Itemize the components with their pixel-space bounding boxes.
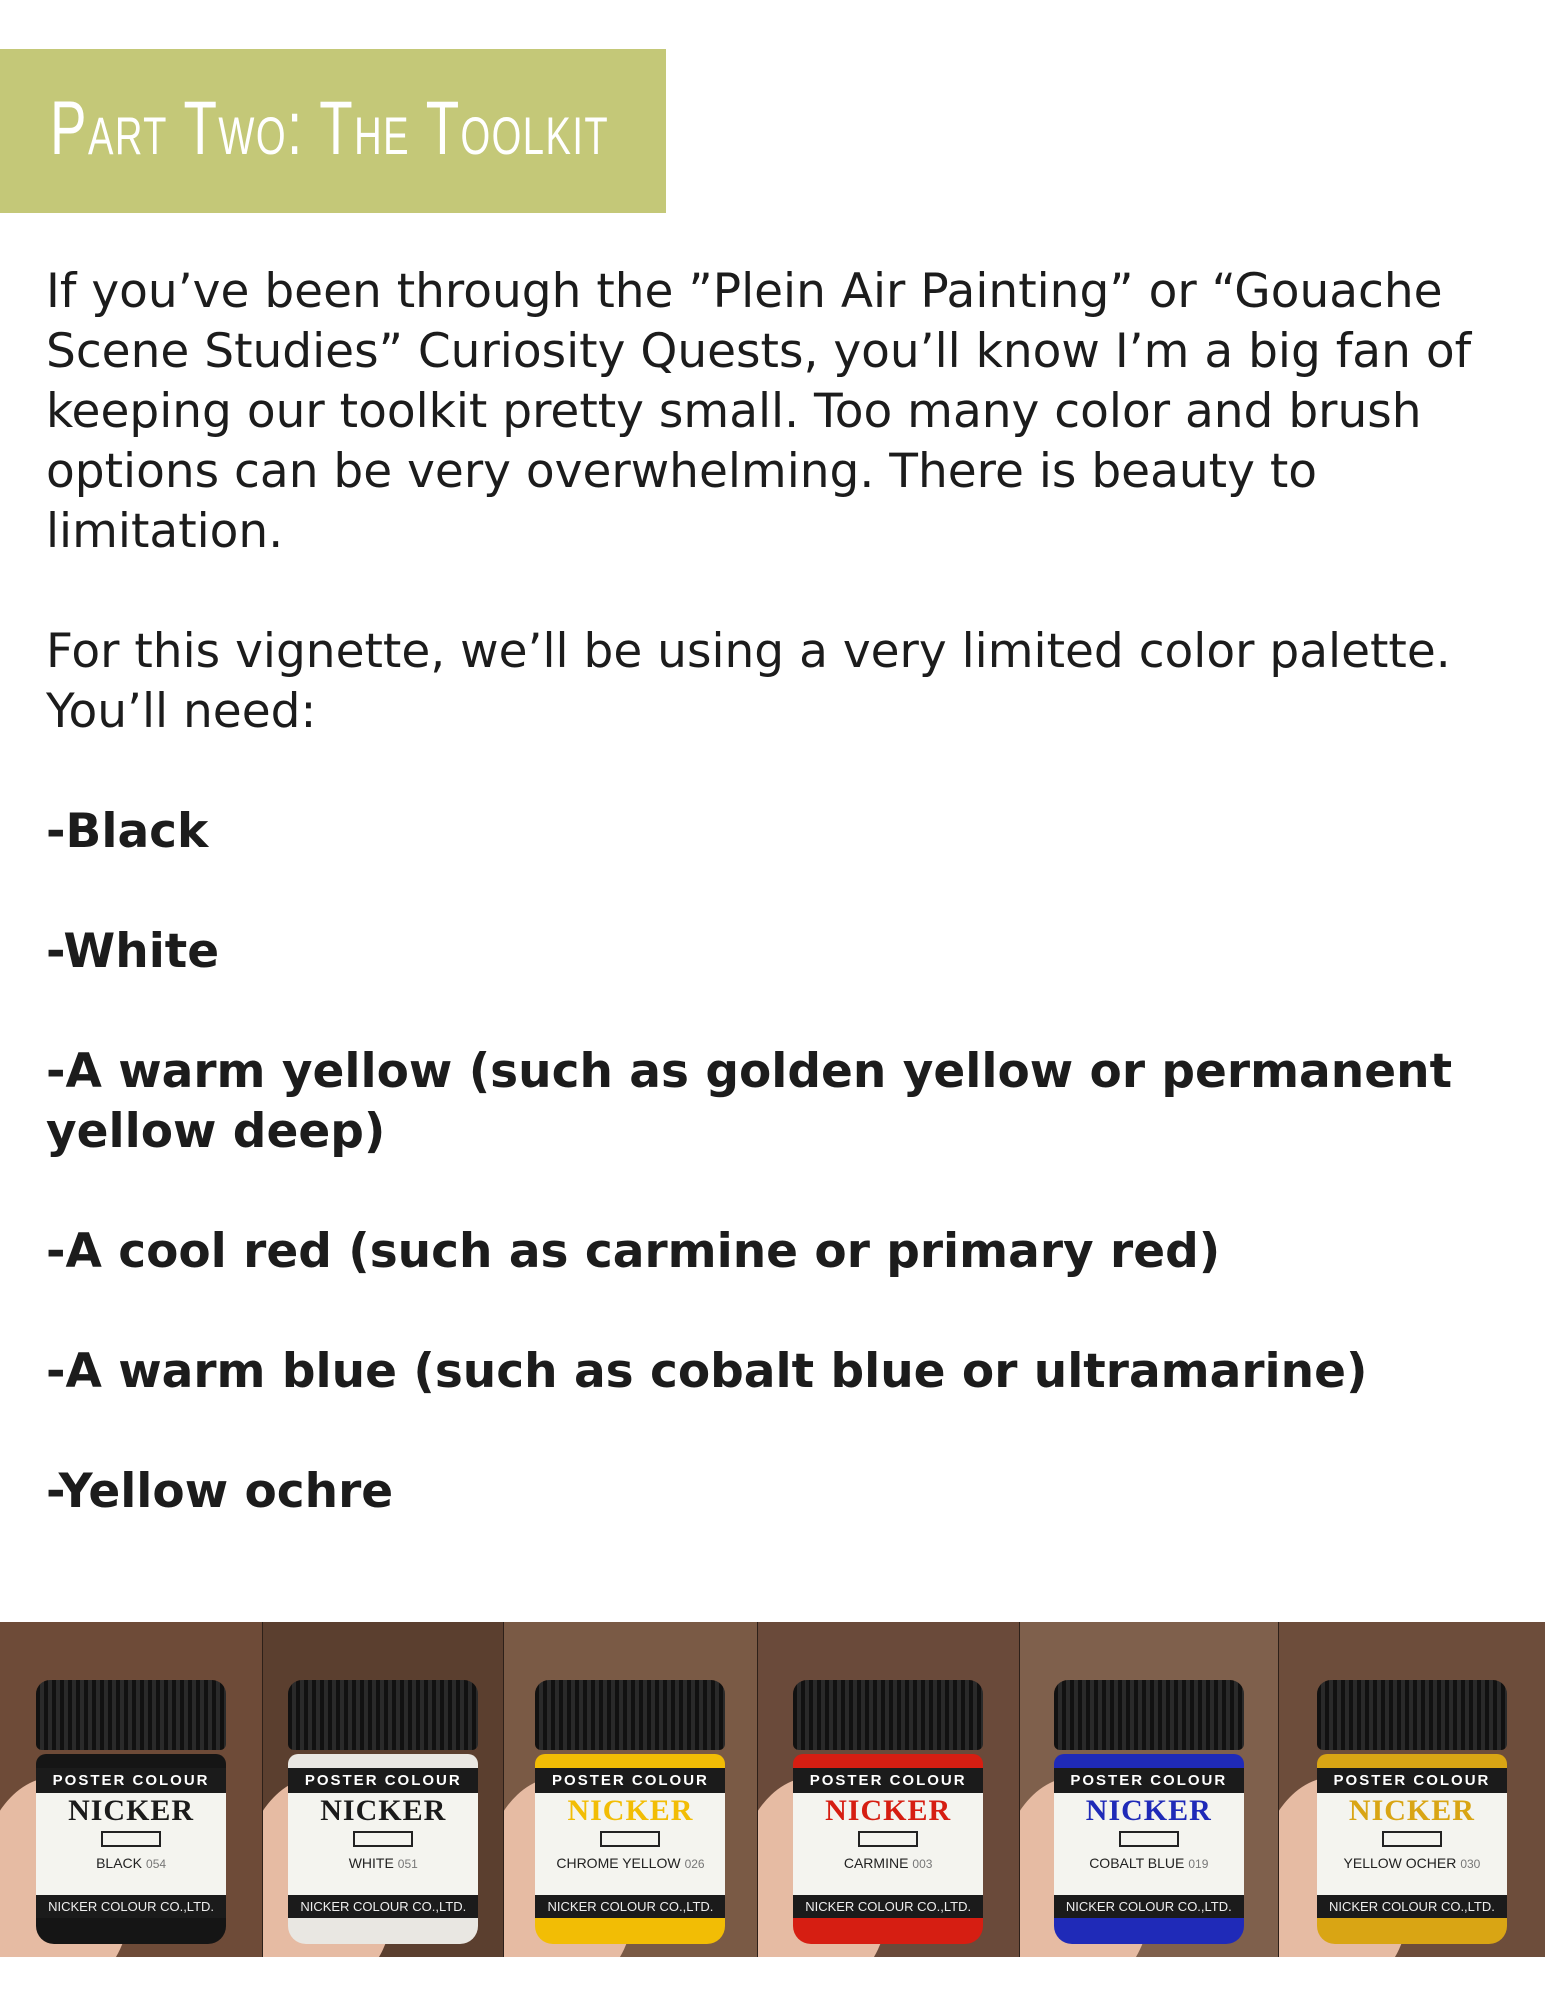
label-line: POSTER COLOUR bbox=[1054, 1768, 1244, 1793]
paint-photo-cobalt-blue bbox=[1020, 1622, 1279, 1957]
label-maker: NICKER COLOUR CO.,LTD. bbox=[535, 1895, 725, 1918]
label-number: 054 bbox=[146, 1857, 167, 1871]
jar-lid bbox=[1317, 1680, 1507, 1750]
label-number: 026 bbox=[684, 1857, 705, 1871]
jar-label bbox=[1317, 1768, 1507, 1918]
label-maker: NICKER COLOUR CO.,LTD. bbox=[288, 1895, 478, 1918]
label-number: 019 bbox=[1188, 1857, 1209, 1871]
label-color-name: COBALT BLUE bbox=[1089, 1855, 1185, 1871]
jar-label bbox=[36, 1768, 226, 1918]
jar-lid bbox=[288, 1680, 478, 1750]
supply-item-yellow-ochre: -Yellow ochre bbox=[46, 1464, 394, 1519]
jar-lid bbox=[36, 1680, 226, 1750]
label-color-name: CHROME YELLOW bbox=[556, 1855, 681, 1871]
label-color-name: WHITE bbox=[348, 1855, 394, 1871]
paint-photo-yellow-ocher bbox=[1279, 1622, 1545, 1957]
label-mark-icon bbox=[353, 1831, 413, 1847]
label-line: POSTER COLOUR bbox=[535, 1768, 725, 1793]
paint-photo-strip bbox=[0, 1622, 1545, 1957]
label-mark-icon bbox=[600, 1831, 660, 1847]
label-mark-icon bbox=[858, 1831, 918, 1847]
label-brand: NICKER bbox=[567, 1794, 694, 1827]
jar-label bbox=[535, 1768, 725, 1918]
supply-item-white: -White bbox=[46, 924, 220, 979]
intro-paragraph: If you’ve been through the ”Plein Air Painting” or “Gouache Scene Studies” Curiosity Quests, you’ll know I’m a big fan of keeping our toolkit pretty small. Too many color and brush options can be very overwhelming. There is beauty to limitation. bbox=[46, 264, 1472, 559]
label-mark-icon bbox=[1119, 1831, 1179, 1847]
jar-body bbox=[288, 1754, 478, 1944]
supply-item-warm-blue: -A warm blue (such as cobalt blue or ultramarine) bbox=[46, 1344, 1368, 1399]
palette-paragraph: For this vignette, we’ll be using a very limited color palette. You’ll need: bbox=[46, 624, 1451, 739]
label-number: 051 bbox=[397, 1857, 418, 1871]
section-title: Part Two: The Toolkit bbox=[50, 86, 610, 171]
jar-body bbox=[1317, 1754, 1507, 1944]
label-brand: NICKER bbox=[1085, 1794, 1212, 1827]
label-color-name: CARMINE bbox=[843, 1855, 909, 1871]
paint-jar bbox=[1054, 1680, 1244, 1944]
label-maker: NICKER COLOUR CO.,LTD. bbox=[1317, 1895, 1507, 1918]
main-content bbox=[46, 262, 1486, 1582]
label-maker: NICKER COLOUR CO.,LTD. bbox=[793, 1895, 983, 1918]
label-color-name: BLACK bbox=[96, 1855, 143, 1871]
jar-label bbox=[793, 1768, 983, 1918]
label-number: 030 bbox=[1460, 1857, 1481, 1871]
label-color-name: YELLOW OCHER bbox=[1343, 1855, 1457, 1871]
paint-jar bbox=[288, 1680, 478, 1944]
label-number: 003 bbox=[912, 1857, 933, 1871]
paint-jar bbox=[1317, 1680, 1507, 1944]
paint-jar bbox=[793, 1680, 983, 1944]
label-brand: NICKER bbox=[1348, 1794, 1475, 1827]
jar-body bbox=[793, 1754, 983, 1944]
jar-body bbox=[535, 1754, 725, 1944]
paint-photo-white bbox=[263, 1622, 504, 1957]
paint-jar bbox=[535, 1680, 725, 1944]
jar-body bbox=[36, 1754, 226, 1944]
jar-label bbox=[288, 1768, 478, 1918]
jar-body bbox=[1054, 1754, 1244, 1944]
paint-jar bbox=[36, 1680, 226, 1944]
label-line: POSTER COLOUR bbox=[1317, 1768, 1507, 1793]
jar-lid bbox=[535, 1680, 725, 1750]
label-line: POSTER COLOUR bbox=[793, 1768, 983, 1793]
section-banner bbox=[0, 49, 666, 213]
paint-photo-carmine bbox=[758, 1622, 1020, 1957]
label-line: POSTER COLOUR bbox=[288, 1768, 478, 1793]
label-line: POSTER COLOUR bbox=[36, 1768, 226, 1793]
label-maker: NICKER COLOUR CO.,LTD. bbox=[36, 1895, 226, 1918]
label-brand: NICKER bbox=[68, 1794, 195, 1827]
label-brand: NICKER bbox=[320, 1794, 447, 1827]
label-brand: NICKER bbox=[825, 1794, 952, 1827]
jar-lid bbox=[793, 1680, 983, 1750]
jar-lid bbox=[1054, 1680, 1244, 1750]
label-maker: NICKER COLOUR CO.,LTD. bbox=[1054, 1895, 1244, 1918]
supply-item-warm-yellow: -A warm yellow (such as golden yellow or permanent yellow deep) bbox=[46, 1044, 1453, 1159]
supply-list bbox=[46, 802, 1486, 1522]
paint-photo-chrome-yellow bbox=[504, 1622, 757, 1957]
label-mark-icon bbox=[101, 1831, 161, 1847]
jar-label bbox=[1054, 1768, 1244, 1918]
supply-item-cool-red: -A cool red (such as carmine or primary red) bbox=[46, 1224, 1221, 1279]
paint-photo-black bbox=[0, 1622, 263, 1957]
label-mark-icon bbox=[1382, 1831, 1442, 1847]
supply-item-black: -Black bbox=[46, 804, 209, 859]
